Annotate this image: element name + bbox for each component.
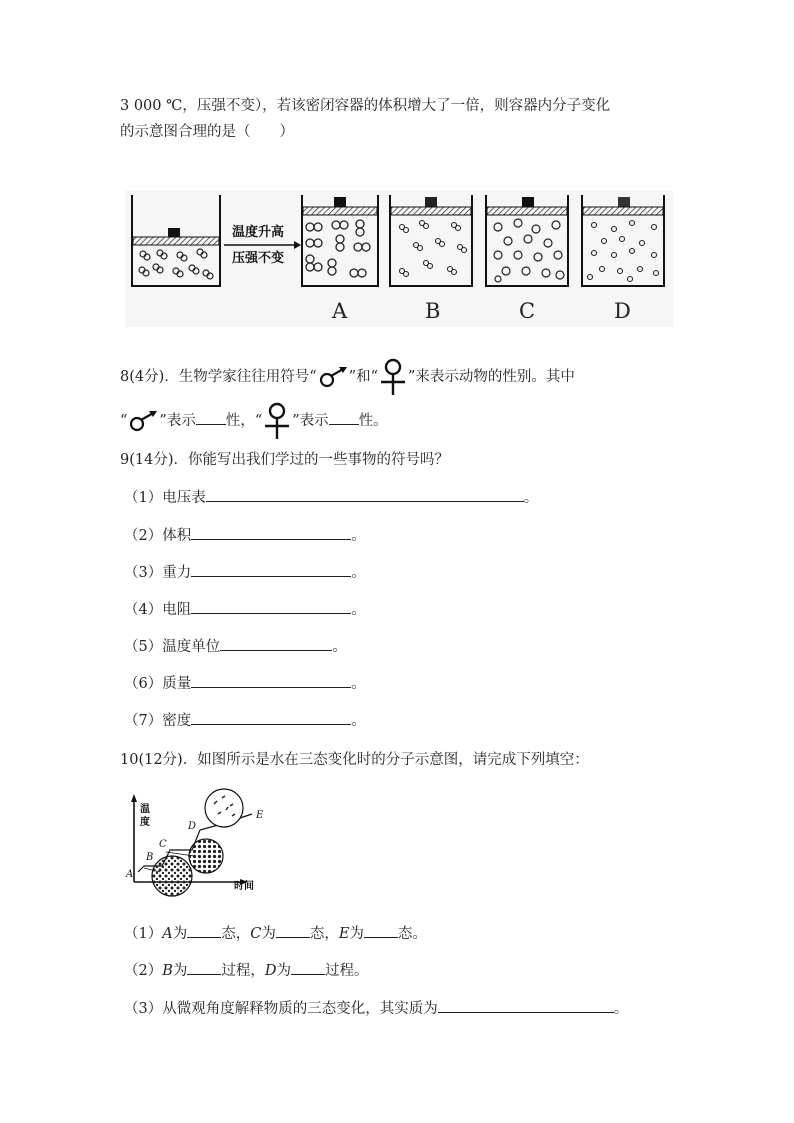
q10-item-1-c: C bbox=[250, 926, 262, 942]
q10-item-2-prefix: （2） bbox=[124, 963, 163, 979]
q9-item-5-label: （5）温度单位 bbox=[124, 639, 221, 655]
arrow-label-2: 压强不变 bbox=[232, 251, 285, 266]
option-a-label: A bbox=[332, 299, 348, 323]
q10-item-2-b: B bbox=[162, 963, 173, 979]
male-symbol-icon bbox=[127, 410, 159, 432]
point-d-label: D bbox=[188, 821, 197, 832]
q8-line2 bbox=[120, 401, 388, 441]
point-e-label: E bbox=[256, 810, 264, 821]
q10-item-1-e-end: 态。 bbox=[397, 926, 427, 942]
q10-state-change-figure bbox=[122, 784, 272, 904]
q10-blank-e[interactable] bbox=[364, 923, 398, 938]
q9-item-1 bbox=[124, 487, 538, 508]
q10-item-1-prefix: （1） bbox=[124, 926, 163, 942]
q9-item-2-end: 。 bbox=[351, 528, 366, 544]
q9-item-6-end: 。 bbox=[351, 676, 366, 692]
q8-blank-female[interactable] bbox=[329, 410, 359, 425]
q8-text-g: ”表示 bbox=[292, 413, 329, 429]
gas-molecules-bubble bbox=[205, 789, 243, 827]
q8-blank-male[interactable] bbox=[196, 410, 226, 425]
q10-item-1-a-end: 态， bbox=[221, 926, 251, 942]
q10-title: 10(12分)．如图所示是水在三态变化时的分子示意图，请完成下列填空： bbox=[120, 752, 589, 768]
q8-text-h: 性。 bbox=[358, 413, 388, 429]
option-c-label: C bbox=[519, 299, 536, 323]
q8-text-c: ”来表示动物的性别。其中 bbox=[408, 369, 575, 385]
q9-item-3 bbox=[124, 562, 366, 583]
q9-item-6-label: （6）质量 bbox=[124, 676, 192, 692]
q10-item-3 bbox=[124, 998, 628, 1019]
q10-blank-a[interactable] bbox=[187, 923, 221, 938]
q10-item-2-b-end: 过程， bbox=[221, 963, 265, 979]
male-symbol-icon bbox=[317, 366, 349, 388]
q9-item-3-label: （3）重力 bbox=[124, 565, 192, 581]
q9-item-1-blank[interactable] bbox=[206, 487, 524, 502]
q10-item-2 bbox=[124, 960, 369, 981]
q9-item-5-end: 。 bbox=[332, 639, 347, 655]
q9-item-7-blank[interactable] bbox=[191, 710, 351, 725]
q8-text-d: “ bbox=[120, 413, 128, 429]
q9-item-6 bbox=[124, 673, 366, 694]
q9-item-4-end: 。 bbox=[351, 602, 366, 618]
q10-item-1-a: A bbox=[162, 926, 173, 942]
liquid-molecules-bubble bbox=[189, 839, 223, 873]
q9-item-7-end: 。 bbox=[351, 713, 366, 729]
q10-blank-b[interactable] bbox=[187, 960, 221, 975]
solid-molecules-bubble bbox=[152, 856, 192, 896]
female-symbol-icon bbox=[262, 401, 292, 441]
option-d-label: D bbox=[614, 299, 631, 323]
q8-text-b: ”和“ bbox=[348, 369, 379, 385]
q9-item-5 bbox=[124, 636, 347, 657]
y-axis-label-2: 度 bbox=[140, 817, 150, 828]
q9-item-2-blank[interactable] bbox=[191, 525, 351, 540]
point-a-label: A bbox=[126, 869, 134, 880]
x-axis-label: 时间 bbox=[234, 881, 254, 892]
y-axis-label-1: 温 bbox=[140, 804, 150, 815]
arrow-label-1: 温度升高 bbox=[232, 225, 285, 240]
q7-container-figure bbox=[120, 185, 675, 330]
q9-item-2-label: （2）体积 bbox=[124, 528, 192, 544]
q9-item-6-blank[interactable] bbox=[191, 673, 351, 688]
q9-item-3-blank[interactable] bbox=[191, 562, 351, 577]
q10-item-3-end: 。 bbox=[613, 1001, 629, 1017]
q7-text-line2: 的示意图合理的是（ ） bbox=[120, 124, 294, 140]
point-b-label: B bbox=[146, 852, 154, 863]
q9-title: 9(14分)．你能写出我们学过的一些事物的符号吗？ bbox=[120, 452, 449, 468]
q9-item-4-blank[interactable] bbox=[191, 599, 351, 614]
q9-item-1-end: 。 bbox=[523, 490, 539, 506]
q7-text-line1: 3 000 ℃，压强不变），若该密闭容器的体积增大了一倍，则容器内分子变化 bbox=[120, 98, 611, 114]
q8-text-a: 8(4分)．生物学家往往用符号“ bbox=[120, 369, 317, 385]
y-axis-arrow-icon bbox=[131, 794, 137, 802]
q10-item-2-d-end: 过程。 bbox=[325, 963, 369, 979]
q8-text-f: 性，“ bbox=[225, 413, 263, 429]
q10-item-1-c-text: 为 bbox=[261, 926, 276, 942]
q9-item-3-end: 。 bbox=[351, 565, 366, 581]
q10-item-3-text: （3）从微观角度解释物质的三态变化，其实质为 bbox=[124, 1001, 438, 1017]
q8-text-e: ”表示 bbox=[159, 413, 196, 429]
q10-item-2-b-text: 为 bbox=[172, 963, 188, 979]
q8-line1 bbox=[120, 357, 575, 397]
q10-item-1-e: E bbox=[338, 926, 350, 942]
q10-item-1-a-text: 为 bbox=[172, 926, 188, 942]
q9-item-7-label: （7）密度 bbox=[124, 713, 192, 729]
q10-item-1 bbox=[124, 923, 427, 944]
q9-item-4 bbox=[124, 599, 366, 620]
female-symbol-icon bbox=[378, 357, 408, 397]
point-c-label: C bbox=[159, 839, 167, 850]
q10-blank-c[interactable] bbox=[276, 923, 310, 938]
q9-item-4-label: （4）电阻 bbox=[124, 602, 192, 618]
q9-item-2 bbox=[124, 525, 366, 546]
q9-item-5-blank[interactable] bbox=[220, 636, 332, 651]
q10-item-2-d: D bbox=[264, 963, 277, 979]
q10-item-1-e-text: 为 bbox=[349, 926, 364, 942]
q9-item-7 bbox=[124, 710, 366, 731]
q10-item-1-c-end: 态， bbox=[309, 926, 339, 942]
q10-blank-d[interactable] bbox=[291, 960, 325, 975]
q10-blank-essence[interactable] bbox=[438, 998, 614, 1013]
q9-item-1-label: （1）电压表 bbox=[124, 490, 206, 506]
q10-item-2-d-text: 为 bbox=[276, 963, 292, 979]
option-b-label: B bbox=[425, 299, 441, 323]
